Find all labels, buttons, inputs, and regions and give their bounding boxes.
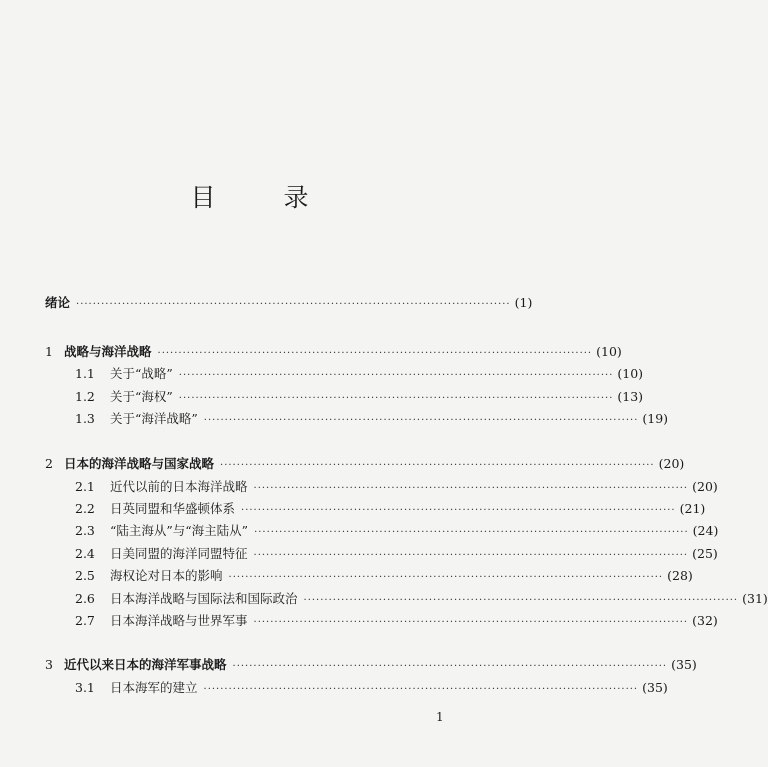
toc-entry-page: (19) xyxy=(642,411,669,426)
toc-leader-dots: ········································································································ xyxy=(254,527,689,538)
toc-entry-number: 3 xyxy=(45,657,53,672)
toc-entry-section-1-3 xyxy=(75,410,669,428)
toc-entry-title: 近代以来日本的海洋军事战略 xyxy=(64,657,227,672)
toc-entry-number: 2.6 xyxy=(75,591,95,606)
toc-entry-page: (31) xyxy=(742,591,768,606)
toc-entry-section-2-1 xyxy=(75,478,718,496)
toc-entry-number: 2.3 xyxy=(75,523,95,538)
toc-entry-page: (13) xyxy=(617,389,644,404)
toc-entry-title: 关于“战略” xyxy=(110,366,173,381)
toc-entry-section-2-7 xyxy=(75,612,718,630)
toc-entry-section-2-2 xyxy=(75,500,706,518)
toc-entry-number: 1.2 xyxy=(75,389,95,404)
toc-entry-title: 关于“海权” xyxy=(110,389,173,404)
toc-entry-section-3-1 xyxy=(75,679,668,697)
toc-entry-section-2-4 xyxy=(75,545,718,563)
toc-entry-title: “陆主海从”与“海主陆从” xyxy=(110,523,249,538)
toc-entry-title: 绪论 xyxy=(45,295,71,310)
toc-entry-page: (35) xyxy=(671,657,697,672)
toc-entry-number: 2 xyxy=(45,456,53,471)
toc-entry-page: (21) xyxy=(679,501,706,516)
toc-entry-page: (20) xyxy=(658,456,685,471)
page-number: 1 xyxy=(436,710,444,724)
toc-entry-page: (10) xyxy=(596,344,622,359)
toc-entry-chapter-1 xyxy=(45,343,622,361)
toc-entry-page: (25) xyxy=(692,546,718,561)
toc-leader-dots: ········································································································ xyxy=(203,415,639,426)
toc-leader-dots: ········································································································ xyxy=(228,572,664,583)
toc-entry-page: (20) xyxy=(692,479,718,494)
toc-leader-dots: ········································································································ xyxy=(253,617,689,628)
toc-leader-dots: ········································································································ xyxy=(241,505,676,516)
toc-entry-number: 2.1 xyxy=(75,479,95,494)
toc-entry-chapter-2 xyxy=(45,455,685,473)
page-title: 目 录 xyxy=(190,183,339,212)
toc-leader-dots: ········································································································ xyxy=(303,595,739,606)
toc-entry-title: 日美同盟的海洋同盟特征 xyxy=(110,546,248,561)
toc-entry-title: 近代以前的日本海洋战略 xyxy=(110,479,248,494)
toc-entry-title: 日本海洋战略与国际法和国际政治 xyxy=(110,591,298,606)
toc-entry-title: 关于“海洋战略” xyxy=(110,411,198,426)
toc-entry-number: 2.7 xyxy=(75,613,95,628)
toc-entry-title: 日英同盟和华盛顿体系 xyxy=(110,501,236,516)
toc-entry-section-2-6 xyxy=(75,590,768,608)
toc-entry-number: 1.3 xyxy=(75,411,95,426)
toc-leader-dots: ········································································································ xyxy=(253,550,689,561)
toc-entry-number: 1 xyxy=(45,344,53,359)
toc-leader-dots: ········································································································ xyxy=(76,299,511,310)
toc-leader-dots: ········································································································ xyxy=(157,348,593,359)
toc-entry-title: 日本海军的建立 xyxy=(110,680,198,695)
toc-leader-dots: ········································································································ xyxy=(253,483,689,494)
toc-entry-section-1-1 xyxy=(75,365,644,383)
toc-entry-page: (32) xyxy=(692,613,718,628)
toc-entry-chapter-3 xyxy=(45,656,697,674)
toc-entry-page: (1) xyxy=(514,295,533,310)
toc-leader-dots: ········································································································ xyxy=(232,661,668,672)
toc-leader-dots: ········································································································ xyxy=(178,370,614,381)
toc-entry-page: (24) xyxy=(692,523,719,538)
toc-entry-number: 1.1 xyxy=(75,366,95,381)
toc-entry-number: 3.1 xyxy=(75,680,95,695)
toc-entry-number: 2.5 xyxy=(75,568,95,583)
toc-entry-page: (35) xyxy=(642,680,668,695)
toc-entry-section-2-5 xyxy=(75,567,693,585)
toc-entry-page: (10) xyxy=(617,366,644,381)
toc-entry-title: 日本海洋战略与世界军事 xyxy=(110,613,248,628)
toc-entry-intro xyxy=(45,294,533,312)
toc-entry-title: 日本的海洋战略与国家战略 xyxy=(64,456,215,471)
toc-entry-number: 2.4 xyxy=(75,546,95,561)
toc-leader-dots: ········································································································ xyxy=(203,684,639,695)
toc-entry-title: 海权论对日本的影响 xyxy=(110,568,223,583)
toc-entry-section-2-3 xyxy=(75,522,719,540)
toc-entry-title: 战略与海洋战略 xyxy=(64,344,152,359)
toc-entry-number: 2.2 xyxy=(75,501,95,516)
toc-leader-dots: ········································································································ xyxy=(178,393,614,404)
toc-leader-dots: ········································································································ xyxy=(220,460,655,471)
toc-entry-page: (28) xyxy=(667,568,693,583)
toc-entry-section-1-2 xyxy=(75,388,644,406)
